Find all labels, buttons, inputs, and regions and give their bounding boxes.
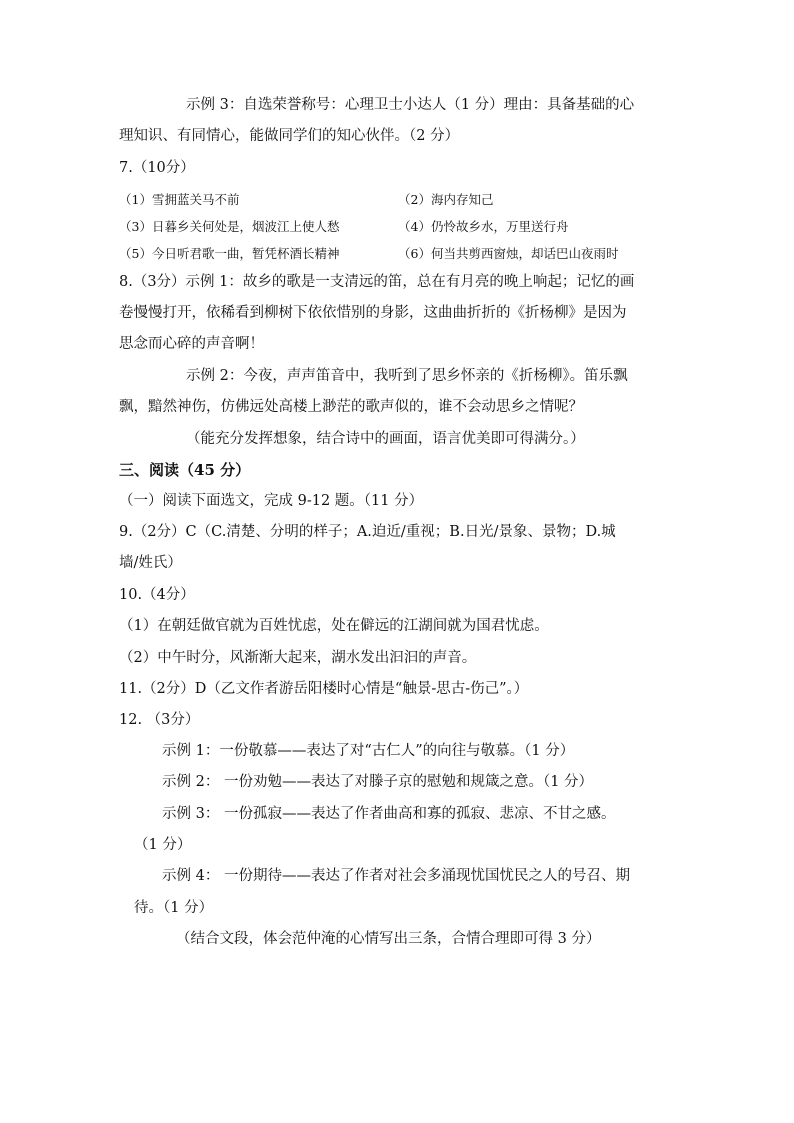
q8-example-1-line-3: 思念而心碎的声音啊！ bbox=[119, 336, 264, 352]
example-3-honor-line-1: 示例 3：自选荣誉称号：心理卫士小达人（1 分）理由：具备基础的心 bbox=[186, 97, 635, 113]
reading-part-1-instruction: （一）阅读下面选文，完成 9-12 题。（11 分） bbox=[119, 493, 424, 509]
question-7-heading: 7.（10分） bbox=[119, 160, 195, 176]
q12-example-3-line-1: 示例 3： 一份孤寂——表达了作者曲高和寡的孤寂、悲凉、不甘之感。 bbox=[162, 806, 616, 822]
q8-scoring-note: （能充分发挥想象，结合诗中的画面，语言优美即可得满分。） bbox=[186, 431, 585, 447]
q7-answer-6: （6）何当共剪西窗烛，却话巴山夜雨时 bbox=[398, 246, 619, 261]
q12-example-4-line-2: 待。（1 分） bbox=[134, 900, 214, 916]
q8-example-2-line-2: 飘，黯然神伤，仿佛远处高楼上渺茫的歌声似的，谁不会动思乡之情呢？ bbox=[119, 399, 583, 415]
q9-answer-line-2: 墙/姓氏） bbox=[119, 555, 182, 571]
section-3-heading: 三、阅读（45 分） bbox=[119, 461, 251, 479]
q7-answer-1: （1）雪拥蓝关马不前 bbox=[119, 192, 240, 207]
q12-scoring-note: （结合文段，体会范仲淹的心情写出三条，合情合理即可得 3 分） bbox=[176, 931, 601, 947]
q8-example-1-line-1: 8.（3分）示例 1：故乡的歌是一支清远的笛，总在有月亮的晚上响起；记忆的画 bbox=[119, 274, 635, 290]
q7-answer-2: （2）海内存知己 bbox=[398, 192, 494, 207]
q9-answer-line-1: 9.（2分）C（C.清楚、分明的样子；A.迫近/重视；B.日光/景象、景物；D.城 bbox=[119, 524, 616, 540]
q10-answer-1: （1）在朝廷做官就为百姓忧虑，处在僻远的江湖间就为国君忧虑。 bbox=[119, 618, 549, 634]
q7-answer-5: （5）今日听君歌一曲，暂凭杯酒长精神 bbox=[119, 246, 340, 261]
q10-answer-2: （2）中午时分，风渐渐大起来，湖水发出汩汩的声音。 bbox=[119, 650, 477, 666]
q8-example-2-line-1: 示例 2：今夜，声声笛音中，我听到了思乡怀亲的《折杨柳》。笛乐飘 bbox=[186, 368, 628, 384]
q8-example-1-line-2: 卷慢慢打开，依稀看到柳树下依依惜别的身影，这曲曲折折的《折杨柳》是因为 bbox=[119, 305, 627, 321]
q7-answer-3: （3）日暮乡关何处是，烟波江上使人愁 bbox=[119, 219, 340, 234]
q12-example-3-line-2: （1 分） bbox=[134, 837, 192, 853]
q12-example-2: 示例 2： 一份劝勉——表达了对滕子京的慰勉和规箴之意。（1 分） bbox=[162, 774, 594, 790]
question-10-heading: 10.（4分） bbox=[119, 587, 195, 603]
q12-example-4-line-1: 示例 4： 一份期待——表达了作者对社会多涌现忧国忧民之人的号召、期 bbox=[162, 868, 630, 884]
q12-example-1: 示例 1：一份敬慕——表达了对“古仁人”的向往与敬慕。（1 分） bbox=[162, 743, 575, 759]
example-3-honor-line-2: 理知识、有同情心，能做同学们的知心伙伴。（2 分） bbox=[119, 128, 460, 144]
q7-answer-4: （4）仍怜故乡水，万里送行舟 bbox=[398, 219, 569, 234]
q11-answer: 11.（2分）D（乙文作者游岳阳楼时心情是“触景-思古-伤己”。） bbox=[119, 681, 529, 697]
question-12-heading: 12. （3分） bbox=[119, 712, 200, 728]
